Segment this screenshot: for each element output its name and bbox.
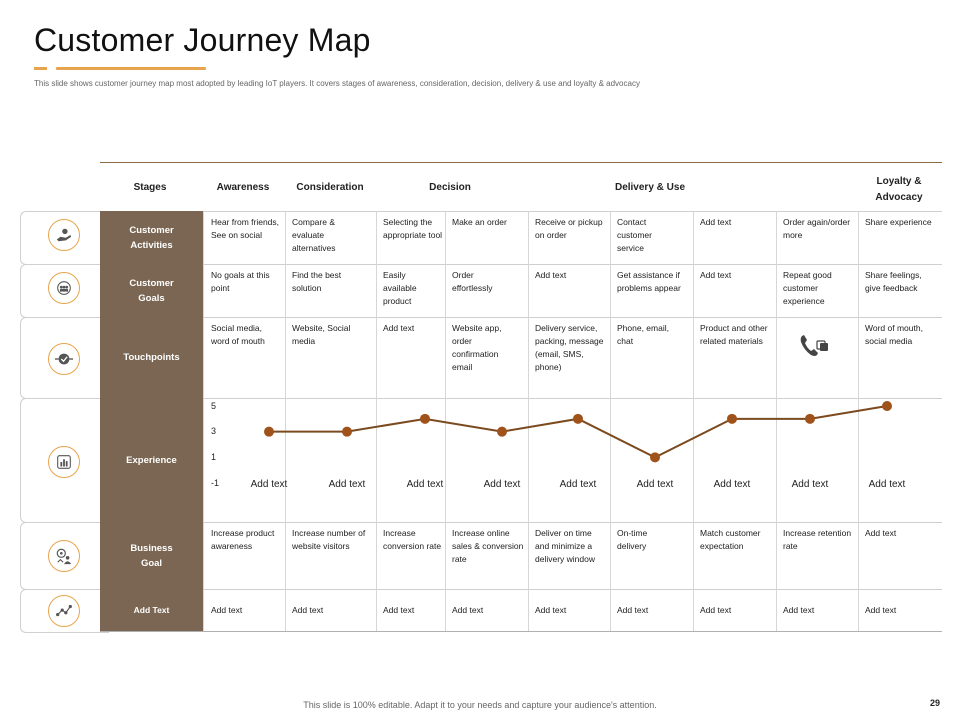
experience-data-point	[882, 401, 892, 411]
page-title: Customer Journey Map	[34, 22, 371, 58]
row-divider	[100, 631, 942, 632]
header-awareness: Awareness	[216, 182, 270, 193]
touchpoints-cell: Website app, order confirmation email	[452, 323, 502, 372]
col-divider	[610, 211, 611, 631]
experience-data-point	[264, 427, 274, 437]
goals-cell: Add text	[700, 270, 732, 280]
experience-x-label: Add text	[483, 479, 521, 490]
col-divider	[693, 211, 694, 631]
addtext-cell: Add text	[617, 605, 649, 615]
experience-x-label: Add text	[791, 479, 829, 490]
goals-cell: Get assistance if problems appear	[617, 270, 681, 293]
activities-cell: Receive or pickup on order	[535, 217, 603, 240]
addtext-cell: Add text	[383, 605, 415, 615]
col-divider	[858, 211, 859, 631]
activities-cell: Add text	[700, 217, 732, 227]
line-graph-icon	[48, 595, 80, 627]
col-divider	[528, 211, 529, 631]
touchpoints-cell: Social media, word of mouth	[211, 323, 265, 346]
label-customer-activities: Customer Activities	[100, 211, 203, 264]
activities-cell: Share experience	[865, 217, 932, 227]
col-divider	[776, 211, 777, 631]
goals-cell: No goals at this point	[211, 270, 270, 293]
experience-x-label: Add text	[559, 479, 597, 490]
experience-x-label: Add text	[868, 479, 906, 490]
experience-data-point	[650, 452, 660, 462]
activities-cell: Hear from friends, See on social	[211, 217, 280, 240]
experience-data-point	[342, 427, 352, 437]
header-loyalty: Loyalty & Advocacy	[875, 176, 923, 203]
experience-data-point	[573, 414, 583, 424]
goals-cell: Order effortlessly	[452, 270, 493, 293]
business-cell: Match customer expectation	[700, 528, 761, 551]
touchpoints-cell: Product and other related materials	[700, 323, 768, 346]
y-tick-label: 3	[211, 426, 217, 436]
business-cell: Increase retention rate	[783, 528, 852, 551]
label-experience: Experience	[100, 398, 203, 522]
table-top-rule	[100, 162, 942, 163]
y-tick-label: 5	[211, 401, 217, 411]
row-divider	[100, 522, 942, 523]
experience-x-label: Add text	[713, 479, 751, 490]
row-divider	[100, 317, 942, 318]
addtext-cell: Add text	[700, 605, 732, 615]
col-divider	[376, 211, 377, 631]
experience-data-point	[420, 414, 430, 424]
phone-icon	[798, 332, 832, 360]
business-cell: Increase number of website visitors	[292, 528, 366, 551]
addtext-cell: Add text	[535, 605, 567, 615]
activities-cell: Order again/order more	[783, 217, 851, 240]
activities-cell: Selecting the appropriate tool	[383, 217, 443, 240]
business-cell: Increase conversion rate	[383, 528, 442, 551]
business-cell: Add text	[865, 528, 897, 538]
header-delivery: Delivery & Use	[614, 182, 686, 193]
experience-data-point	[727, 414, 737, 424]
header-stages: Stages	[133, 182, 167, 193]
touchpoints-cell: Website, Social media	[292, 323, 351, 346]
bar-chart-icon	[48, 446, 80, 478]
touchpoints-cell: Word of mouth, social media	[865, 323, 923, 346]
row-divider	[100, 589, 942, 590]
goals-cell: Find the best solution	[292, 270, 342, 293]
col-divider	[445, 211, 446, 631]
row-divider	[100, 264, 942, 265]
business-cell: Increase online sales & conversion rate	[452, 528, 524, 564]
label-customer-goals: Customer Goals	[100, 264, 203, 317]
experience-x-label: Add text	[328, 479, 366, 490]
goals-cell: Repeat good customer experience	[783, 270, 832, 306]
label-business-goal: Business Goal	[100, 522, 203, 589]
touchpoints-cell: Add text	[383, 323, 415, 333]
goals-cell: Easily available product	[383, 270, 417, 306]
y-tick-label: -1	[211, 478, 220, 488]
y-tick-label: 1	[211, 452, 217, 462]
addtext-cell: Add text	[292, 605, 324, 615]
goals-cell: Share feelings, give feedback	[865, 270, 922, 293]
experience-x-label: Add text	[406, 479, 444, 490]
col-divider	[203, 211, 204, 631]
addtext-cell: Add text	[865, 605, 897, 615]
label-touchpoints: Touchpoints	[100, 317, 203, 398]
business-cell: On-time delivery	[617, 528, 648, 551]
row-divider	[100, 211, 942, 212]
hand-coin-icon	[48, 219, 80, 251]
addtext-cell: Add text	[452, 605, 484, 615]
activities-cell: Make an order	[452, 217, 507, 227]
row-divider	[100, 398, 942, 399]
goals-cell: Add text	[535, 270, 567, 280]
page-number: 29	[929, 698, 940, 708]
col-divider	[285, 211, 286, 631]
experience-series-line	[269, 406, 887, 457]
header-consideration: Consideration	[296, 182, 364, 193]
title-accent-bar	[56, 67, 206, 70]
footer-note: This slide is 100% editable. Adapt it to your needs and capture your audience's attention.	[303, 700, 657, 710]
business-cell: Increase product awareness	[211, 528, 275, 551]
business-cell: Deliver on time and minimize a delivery window	[535, 528, 595, 564]
page-subtitle: This slide shows customer journey map most adopted by leading IoT players. It covers stages of awareness, consideration, decision, delivery & use and loyalty & advocacy	[34, 79, 640, 88]
check-touchpoint-icon	[48, 343, 80, 375]
label-add-text: Add Text	[100, 589, 203, 631]
experience-data-point	[805, 414, 815, 424]
title-accent-dash	[34, 67, 47, 70]
experience-x-label: Add text	[636, 479, 674, 490]
touchpoints-cell: Delivery service, packing, message (email, SMS, phone)	[535, 323, 604, 372]
team-goals-icon	[48, 272, 80, 304]
activities-cell: Compare & evaluate alternatives	[292, 217, 336, 253]
addtext-cell: Add text	[211, 605, 243, 615]
activities-cell: Contact customer service	[617, 217, 652, 253]
experience-x-label: Add text	[250, 479, 288, 490]
experience-data-point	[497, 427, 507, 437]
touchpoints-cell: Phone, email, chat	[617, 323, 669, 346]
header-decision: Decision	[429, 182, 471, 193]
business-target-icon	[48, 540, 80, 572]
addtext-cell: Add text	[783, 605, 815, 615]
